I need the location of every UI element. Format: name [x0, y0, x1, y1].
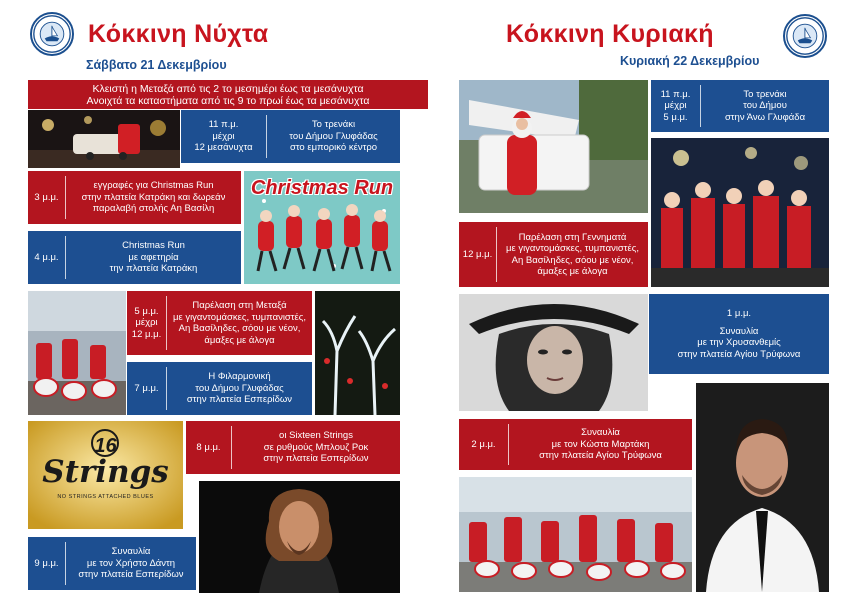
event-parade-gennimata — [459, 222, 648, 287]
christmas-run-illustration — [244, 171, 400, 284]
desc-line: Παρέλαση στη Μεταξά — [192, 300, 287, 311]
desc-line: άμαξες με άλογα — [537, 266, 608, 277]
lights-trees-photo — [315, 291, 400, 415]
strings-logo-tagline: NO STRINGS ATTACHED BLUES — [57, 494, 154, 500]
desc-line: παραλαβή στολής Αη Βασίλη — [92, 203, 215, 215]
event-time — [651, 85, 701, 127]
closure-banner — [28, 80, 428, 109]
time-line: μέχρι — [212, 130, 235, 142]
desc-line: στην πλατεία Κατράκη και δωρεάν — [81, 191, 226, 203]
desc-line: την πλατεία Κατράκη — [109, 263, 198, 275]
desc-line: στην πλατεία Εσπερίδων — [263, 453, 369, 465]
santa-train-photo — [459, 80, 648, 213]
desc-line: του Δήμου Γλυφάδας — [195, 382, 284, 394]
desc-line: του Δήμου Γλυφάδας — [289, 130, 378, 142]
desc-line: στην πλατεία Αγίου Τρύφωνα — [677, 348, 801, 360]
singer-dantis-photo — [199, 481, 400, 593]
desc-line: με αφετηρία — [128, 251, 179, 263]
christmas-run-label: Christmas Run — [250, 177, 394, 199]
desc-line: με τον Χρήστο Δάντη — [86, 557, 176, 569]
event-registration — [28, 171, 241, 224]
desc-line: Η Φιλαρμονική — [208, 371, 271, 383]
time-line: 3 μ.μ. — [34, 191, 59, 203]
singer-chrysanthemis-photo — [459, 294, 648, 411]
event-time — [127, 296, 167, 350]
page-title-left: Κόκκινη Νύχτα — [88, 20, 269, 48]
time-line: 2 μ.μ. — [471, 438, 496, 450]
time-line: 12 μ.μ. — [462, 248, 493, 260]
desc-line: στην πλατεία Εσπερίδων — [78, 569, 184, 581]
banner-line-2: Ανοιχτά τα καταστήματα από τις 9 το πρωί έως τα μεσάνυχτα — [86, 95, 370, 107]
desc-line: εγγραφές για Christmas Run — [93, 180, 214, 192]
desc-line: άμαξες με άλογα — [204, 334, 275, 346]
desc-line: Συναυλία — [581, 427, 620, 439]
desc-line: στο εμπορικό κέντρο — [289, 142, 378, 154]
desc-line: με τον Κώστα Μαρτάκη — [551, 438, 650, 450]
train-night-photo — [28, 110, 180, 168]
event-parade-metaxa — [127, 291, 312, 355]
event-philharmonic — [127, 362, 312, 415]
banner-line-1: Κλειστή η Μεταξά από τις 2 το μεσημέρι έως τα μεσάνυχτα — [92, 83, 364, 95]
event-description — [167, 362, 312, 415]
desc-line: στην Άνω Γλυφάδα — [724, 111, 806, 123]
desc-line: Συναυλία — [719, 325, 759, 337]
desc-line: σε ρυθμούς Μπλουζ Ροκ — [263, 441, 369, 453]
drummers-parade-photo — [459, 477, 692, 592]
event-train-left — [181, 110, 400, 163]
time-line: 11 π.μ. — [208, 119, 239, 131]
event-description — [649, 294, 829, 374]
desc-line: με γιγαντομάσκες, τυμπανιστές, — [505, 243, 640, 254]
event-time — [459, 424, 509, 465]
desc-line: Αη Βασίληδες, σόου με νέον, — [178, 323, 301, 334]
drummers-photo-left — [28, 291, 126, 415]
event-description — [232, 421, 400, 474]
event-martakis — [459, 419, 692, 470]
time-line: μέχρι — [135, 317, 158, 329]
time-line: 8 μ.μ. — [196, 441, 221, 453]
time-line: 4 μ.μ. — [34, 251, 59, 263]
event-time — [127, 367, 167, 410]
event-train-right — [651, 80, 829, 132]
event-description — [267, 110, 400, 163]
event-time — [28, 542, 66, 585]
sixteen-strings-logo — [28, 421, 183, 529]
time-line: 5 μ.μ. — [663, 111, 688, 123]
desc-line: Παρέλαση στη Γεννηματά — [518, 231, 627, 243]
strings-logo-number: 16 — [94, 435, 117, 457]
event-time — [28, 176, 66, 219]
event-description — [701, 80, 829, 132]
strings-logo-word: Strings — [42, 454, 169, 490]
municipality-seal-right — [783, 14, 827, 58]
event-dantis — [28, 537, 196, 590]
event-sixteen-strings — [186, 421, 400, 474]
event-description — [509, 419, 692, 470]
desc-line: στην πλατεία Αγίου Τρύφωνα — [539, 450, 662, 462]
municipality-seal-left — [30, 12, 74, 56]
event-description — [66, 231, 241, 284]
desc-line: οι Sixteen Strings — [279, 430, 353, 442]
desc-line: Το τρενάκι — [311, 119, 356, 131]
singer-martakis-photo — [696, 383, 829, 592]
time-line: 7 μ.μ. — [134, 382, 159, 394]
event-description — [497, 222, 648, 287]
time-line: 12 μ.μ. — [131, 328, 162, 340]
event-time — [28, 236, 66, 279]
page-title-right: Κόκκινη Κυριακή — [506, 20, 714, 48]
desc-line: με γιγαντομάσκες, τυμπανιστές, — [172, 311, 307, 323]
event-christmas-run — [28, 231, 241, 284]
desc-line: Το τρενάκι — [743, 88, 787, 100]
date-left: Σάββατο 21 Δεκεμβρίου — [86, 58, 227, 72]
event-time — [459, 227, 497, 282]
time-line: 9 μ.μ. — [34, 557, 59, 569]
event-chrysanthemis — [649, 294, 829, 374]
desc-line: 1 μ.μ. — [726, 308, 752, 319]
time-line: μέχρι — [664, 100, 687, 112]
event-description — [66, 537, 196, 590]
desc-line: Αη Βασίληδες, σόου με νέον, — [511, 254, 634, 266]
time-line: 12 μεσάνυχτα — [194, 142, 253, 154]
desc-line: του Δήμου — [743, 100, 787, 112]
desc-line: Christmas Run — [122, 240, 185, 252]
desc-line: στην πλατεία Εσπερίδων — [186, 394, 293, 406]
time-line: 11 π.μ. — [660, 88, 691, 100]
event-time — [186, 426, 232, 469]
event-description — [167, 291, 312, 355]
event-time — [181, 115, 267, 158]
santa-crowd-photo — [651, 138, 829, 287]
desc-line: με την Χρυσανθεμίς — [697, 337, 781, 348]
desc-line: Συναυλία — [111, 546, 151, 558]
date-right: Κυριακή 22 Δεκεμβρίου — [620, 54, 760, 68]
time-line: 5 μ.μ. — [134, 305, 159, 317]
event-description — [66, 171, 241, 224]
